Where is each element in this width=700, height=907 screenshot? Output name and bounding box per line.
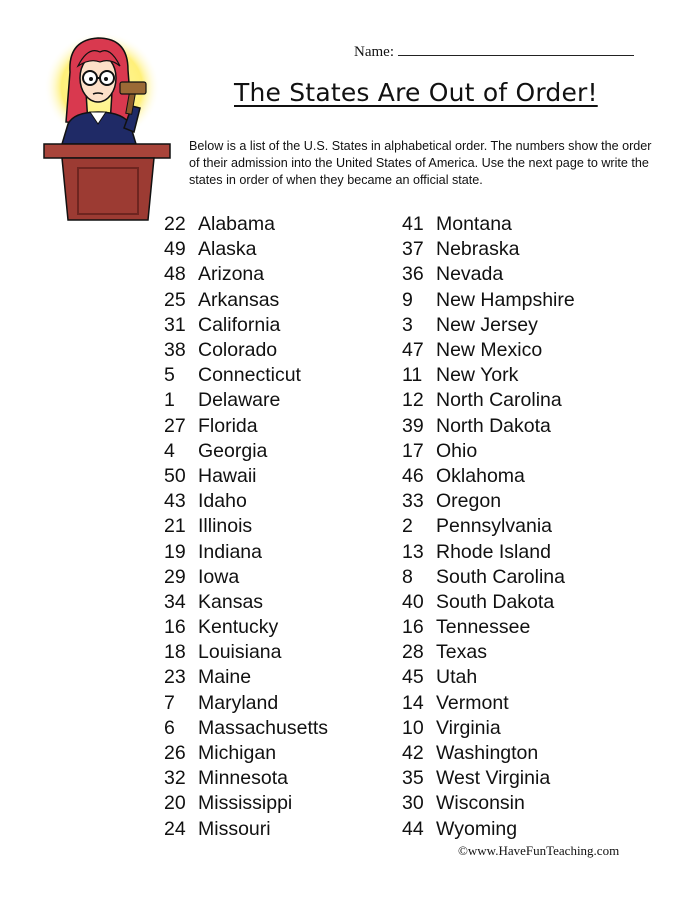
state-name: Nebraska	[436, 238, 520, 261]
name-label: Name:	[354, 44, 394, 60]
state-row	[164, 741, 328, 766]
state-row	[402, 665, 575, 690]
admission-order-number: 1	[164, 389, 175, 412]
admission-order-number: 40	[402, 590, 424, 613]
state-row	[402, 590, 575, 615]
state-row	[402, 262, 575, 287]
state-row	[164, 817, 328, 842]
name-blank-line[interactable]	[398, 41, 634, 56]
state-row	[402, 640, 575, 665]
state-name: New York	[436, 364, 519, 387]
admission-order-number: 41	[402, 213, 424, 236]
state-name: Mississippi	[198, 792, 293, 815]
state-row	[164, 439, 328, 464]
state-row	[164, 262, 328, 287]
state-name: New Hampshire	[436, 288, 575, 311]
admission-order-number: 9	[402, 288, 413, 311]
state-row	[402, 313, 575, 338]
admission-order-number: 14	[402, 691, 424, 714]
state-name: California	[198, 313, 281, 336]
state-row	[402, 489, 575, 514]
state-name: Virginia	[436, 716, 501, 739]
state-row	[402, 288, 575, 313]
admission-order-number: 22	[164, 213, 186, 236]
admission-order-number: 24	[164, 817, 186, 840]
state-name: Louisiana	[198, 641, 282, 664]
admission-order-number: 36	[402, 263, 424, 286]
state-row	[164, 212, 328, 237]
state-name: Indiana	[198, 540, 262, 563]
admission-order-number: 42	[402, 742, 424, 765]
judge-with-gavel-icon	[40, 32, 190, 227]
state-row	[164, 691, 328, 716]
state-row	[402, 766, 575, 791]
admission-order-number: 38	[164, 339, 186, 362]
state-row	[164, 338, 328, 363]
state-name: Hawaii	[198, 464, 257, 487]
state-name: Alaska	[198, 238, 257, 261]
admission-order-number: 28	[402, 641, 424, 664]
state-row	[402, 565, 575, 590]
admission-order-number: 39	[402, 414, 424, 437]
state-name: Nevada	[436, 263, 504, 286]
admission-order-number: 45	[402, 666, 424, 689]
state-row	[164, 313, 328, 338]
admission-order-number: 5	[164, 364, 175, 387]
state-name: Maryland	[198, 691, 279, 714]
state-row	[164, 766, 328, 791]
state-name: Oklahoma	[436, 464, 525, 487]
admission-order-number: 35	[402, 767, 424, 790]
state-name: Montana	[436, 213, 512, 236]
state-name: New Mexico	[436, 339, 543, 362]
admission-order-number: 18	[164, 641, 186, 664]
state-name: Michigan	[198, 742, 277, 765]
states-list-right	[402, 212, 575, 842]
admission-order-number: 11	[402, 364, 423, 387]
state-name: Kansas	[198, 590, 264, 613]
state-name: Rhode Island	[436, 540, 551, 563]
state-name: Illinois	[198, 515, 253, 538]
state-name: Iowa	[198, 565, 240, 588]
state-name: Vermont	[436, 691, 509, 714]
state-row	[164, 640, 328, 665]
state-row	[164, 565, 328, 590]
admission-order-number: 16	[164, 616, 186, 639]
state-row	[402, 791, 575, 816]
states-list-left	[164, 212, 328, 842]
state-name: Ohio	[436, 439, 478, 462]
admission-order-number: 50	[164, 464, 186, 487]
state-name: North Carolina	[436, 389, 562, 412]
state-name: Massachusetts	[198, 716, 329, 739]
state-row	[402, 615, 575, 640]
state-row	[402, 212, 575, 237]
admission-order-number: 19	[164, 540, 186, 563]
admission-order-number: 20	[164, 792, 186, 815]
admission-order-number: 46	[402, 464, 424, 487]
state-name: West Virginia	[436, 767, 551, 790]
state-name: Arkansas	[198, 288, 280, 311]
state-row	[164, 388, 328, 413]
admission-order-number: 3	[402, 313, 413, 336]
admission-order-number: 34	[164, 590, 186, 613]
admission-order-number: 25	[164, 288, 186, 311]
state-row	[402, 741, 575, 766]
admission-order-number: 2	[402, 515, 413, 538]
state-name: Wisconsin	[436, 792, 525, 815]
state-name: Tennessee	[436, 616, 531, 639]
state-name: Washington	[436, 742, 539, 765]
admission-order-number: 8	[402, 565, 413, 588]
admission-order-number: 44	[402, 817, 424, 840]
admission-order-number: 17	[402, 439, 424, 462]
state-row	[402, 414, 575, 439]
state-name: Utah	[436, 666, 478, 689]
state-row	[402, 237, 575, 262]
admission-order-number: 10	[402, 716, 424, 739]
state-name: Wyoming	[436, 817, 518, 840]
state-name: New Jersey	[436, 313, 538, 336]
state-row	[402, 388, 575, 413]
admission-order-number: 27	[164, 414, 186, 437]
state-row	[164, 489, 328, 514]
admission-order-number: 12	[402, 389, 424, 412]
admission-order-number: 16	[402, 616, 424, 639]
state-row	[402, 363, 575, 388]
admission-order-number: 23	[164, 666, 186, 689]
state-name: South Dakota	[436, 590, 555, 613]
intro-paragraph: Below is a list of the U.S. States in alphabetical order. The numbers show the order of their admission into the United States of America. Use the next page to write the states in order of when they became an official state.	[189, 139, 652, 187]
state-row	[402, 514, 575, 539]
state-row	[402, 539, 575, 564]
state-name: Maine	[198, 666, 252, 689]
admission-order-number: 30	[402, 792, 424, 815]
copyright-footer: ©www.HaveFunTeaching.com	[458, 843, 620, 858]
state-name: Idaho	[198, 490, 247, 513]
state-row	[164, 615, 328, 640]
state-name: Delaware	[198, 389, 281, 412]
state-row	[164, 514, 328, 539]
admission-order-number: 47	[402, 339, 424, 362]
page-title: The States Are Out of Order!	[234, 78, 598, 107]
state-name: Connecticut	[198, 364, 301, 387]
state-row	[402, 817, 575, 842]
state-row	[164, 716, 328, 741]
state-row	[164, 363, 328, 388]
admission-order-number: 13	[402, 540, 424, 563]
state-row	[164, 791, 328, 816]
state-name: South Carolina	[436, 565, 565, 588]
admission-order-number: 48	[164, 263, 186, 286]
admission-order-number: 29	[164, 565, 186, 588]
admission-order-number: 33	[402, 490, 424, 513]
state-row	[402, 691, 575, 716]
state-row	[402, 338, 575, 363]
state-row	[164, 665, 328, 690]
state-row	[164, 590, 328, 615]
name-field[interactable]	[354, 41, 634, 61]
admission-order-number: 49	[164, 238, 186, 261]
state-name: Florida	[198, 414, 258, 437]
state-name: Texas	[436, 641, 487, 664]
admission-order-number: 32	[164, 767, 186, 790]
state-name: Arizona	[198, 263, 265, 286]
state-row	[164, 414, 328, 439]
state-name: Kentucky	[198, 616, 279, 639]
state-row	[164, 539, 328, 564]
state-row	[164, 464, 328, 489]
state-name: Colorado	[198, 339, 278, 362]
state-name: Pennsylvania	[436, 515, 552, 538]
state-name: Alabama	[198, 213, 275, 236]
admission-order-number: 26	[164, 742, 186, 765]
admission-order-number: 21	[164, 515, 186, 538]
state-name: Minnesota	[198, 767, 288, 790]
state-name: Oregon	[436, 490, 502, 513]
state-name: North Dakota	[436, 414, 551, 437]
state-row	[164, 237, 328, 262]
state-row	[402, 439, 575, 464]
admission-order-number: 6	[164, 716, 175, 739]
admission-order-number: 43	[164, 490, 186, 513]
state-name: Georgia	[198, 439, 268, 462]
admission-order-number: 7	[164, 691, 175, 714]
state-row	[402, 716, 575, 741]
admission-order-number: 37	[402, 238, 424, 261]
state-row	[402, 464, 575, 489]
state-name: Missouri	[198, 817, 271, 840]
admission-order-number: 4	[164, 439, 175, 462]
admission-order-number: 31	[164, 313, 186, 336]
state-row	[164, 288, 328, 313]
